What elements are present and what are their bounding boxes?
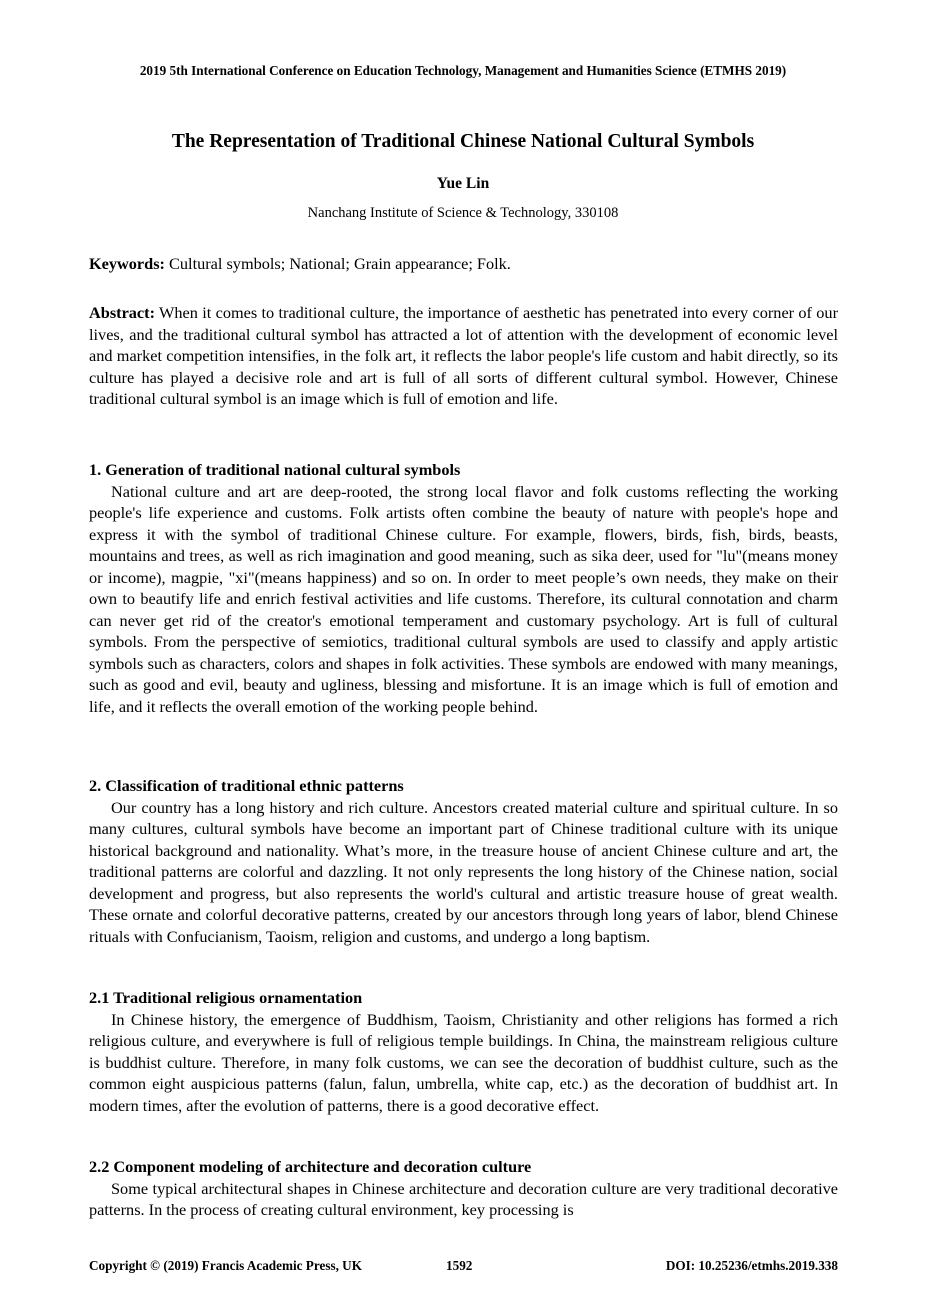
abstract-text: When it comes to traditional culture, the importance of aesthetic has penetrated into every corner of our lives, and the traditional cultural symbol has attracted a lot of attention with the development of economic level and market competition intensifies, in the folk art, it reflects the labor people's life custom and habit directly, so its culture has played a decisive role and art is full of all sorts of different cultural symbol. However, Chinese traditional cultural symbol is an image which is full of emotion and life. [89, 303, 838, 408]
section-body: Our country has a long history and rich culture. Ancestors created material culture and spiritual culture. In so many cultures, cultural symbols have become an important part of Chinese traditional culture with its unique historical background and nationality. What’s more, in the treasure house of ancient Chinese culture and art, the traditional patterns are colorful and dazzling. It not only represents the long history of the Chinese nation, social development and progress, but also represents the world's cultural and artistic treasure house of great wealth. These ornate and colorful decorative patterns, created by our ancestors through long years of labor, blend Chinese rituals with Confucianism, Taoism, religion and customs, and undergo a long baptism. [89, 797, 838, 946]
subsection-heading: 2.2 Component modeling of architecture and decoration culture [89, 1157, 532, 1176]
subsection-2-2 [89, 1156, 838, 1221]
subsection-body: Some typical architectural shapes in Chinese architecture and decoration culture are very traditional decorative patterns. In the process of creating cultural environment, key processing is [89, 1178, 838, 1219]
author-name: Yue Lin [436, 175, 490, 192]
abstract-label: Abstract: [89, 303, 156, 322]
subsection-body: In Chinese history, the emergence of Buddhism, Taoism, Christianity and other religions has formed a rich religious culture, and everywhere is full of religious temple buildings. In China, the mainstream religious culture is buddhist culture. Therefore, in many folk customs, we can see the decoration of buddhist culture, such as the common eight auspicious patterns (falun, falun, umbrella, white cap, etc.) as the decoration of buddhist art. In modern times, after the evolution of patterns, there is a good decorative effect. [89, 1009, 838, 1115]
section-heading: 1. Generation of traditional national cultural symbols [89, 460, 461, 479]
author-affiliation: Nanchang Institute of Science & Technology, 330108 [307, 205, 619, 221]
section-body: National culture and art are deep-rooted, the strong local flavor and folk customs reflecting the working people's life experience and customs. Folk artists often combine the beauty of nature with people's hope and express it with the symbol of traditional Chinese culture. For example, flowers, birds, fish, birds, beasts, mountains and trees, as well as rich imagination and good meaning, such as sika deer, used for "lu"(means money or income), magpie, "xi"(means happiness) and so on. In order to meet people’s own needs, they make on their own to beautify life and enrich festival activities and life customs. Therefore, its cultural connotation and charm can never get rid of the creator's emotional temperament and customary psychology. Art is full of cultural symbols. From the perspective of semiotics, traditional cultural symbols are used to classify and apply artistic symbols such as characters, colors and shapes in folk activities. These symbols are endowed with many meanings, such as good and evil, beauty and ugliness, blessing and misfortune. It is an image which is full of emotion and life, and it reflects the overall emotion of the working people behind. [89, 481, 838, 716]
subsection-2-1 [89, 987, 838, 1116]
section-2 [89, 775, 838, 947]
footer-copyright: Copyright © (2019) Francis Academic Press, UK [89, 1258, 362, 1273]
section-heading: 2. Classification of traditional ethnic patterns [89, 776, 404, 795]
footer-page-number: 1592 [446, 1258, 473, 1273]
conference-header: 2019 5th International Conference on Education Technology, Management and Humanities Science (ETMHS 2019) [139, 63, 787, 78]
keywords [89, 253, 838, 275]
abstract [89, 302, 838, 410]
keywords-label: Keywords: [89, 254, 165, 273]
subsection-heading: 2.1 Traditional religious ornamentation [89, 988, 363, 1007]
paper-title: The Representation of Traditional Chinese National Cultural Symbols [171, 131, 755, 152]
section-1 [89, 459, 838, 717]
footer-doi: DOI: 10.25236/etmhs.2019.338 [665, 1258, 838, 1273]
keywords-text: Cultural symbols; National; Grain appearance; Folk. [164, 254, 511, 273]
